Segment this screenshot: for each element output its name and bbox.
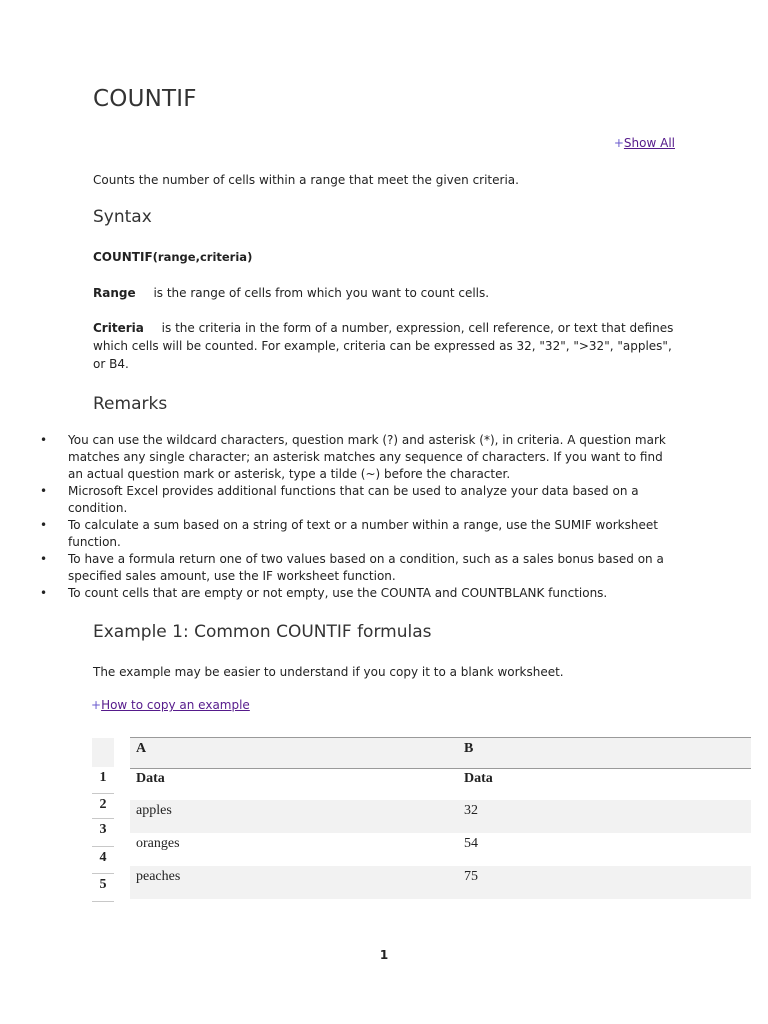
syntax-heading: Syntax bbox=[93, 207, 152, 227]
remarks-list bbox=[40, 432, 680, 602]
bullet-icon: • bbox=[40, 433, 48, 447]
function-name: COUNTIF bbox=[93, 250, 153, 264]
syntax-signature bbox=[93, 248, 678, 266]
expand-plus-icon: + bbox=[613, 136, 624, 150]
list-item bbox=[40, 585, 680, 602]
table-cell: peaches bbox=[136, 869, 181, 884]
args-open: ( bbox=[152, 250, 158, 264]
table-cell: 32 bbox=[464, 803, 478, 818]
remark-text: To count cells that are empty or not empty, use the COUNTA and COUNTBLANK functions. bbox=[68, 586, 608, 600]
column-header-row bbox=[130, 737, 751, 769]
copy-example-label[interactable]: How to copy an example bbox=[101, 698, 250, 712]
table-cell: Data bbox=[136, 771, 165, 786]
row-number: 1 bbox=[92, 767, 114, 794]
arg-range: range bbox=[157, 250, 196, 264]
range-description: is the range of cells from which you want to count cells. bbox=[153, 286, 490, 300]
bullet-icon: • bbox=[40, 518, 48, 532]
table-cell: 75 bbox=[464, 869, 478, 884]
row-number: 3 bbox=[92, 819, 114, 847]
list-item bbox=[40, 483, 680, 517]
list-item bbox=[40, 551, 680, 585]
remarks-heading: Remarks bbox=[93, 394, 168, 414]
table-cell: Data bbox=[464, 771, 493, 786]
args-comma: , bbox=[195, 250, 200, 264]
row-number: 4 bbox=[92, 847, 114, 874]
column-header: B bbox=[464, 741, 474, 756]
example-heading: Example 1: Common COUNTIF formulas bbox=[93, 622, 432, 642]
table-row bbox=[130, 866, 751, 899]
bullet-icon: • bbox=[40, 552, 48, 566]
table-row bbox=[130, 769, 751, 799]
row-number: 2 bbox=[92, 794, 114, 819]
page-number: 1 bbox=[379, 948, 389, 962]
table-cell: apples bbox=[136, 803, 172, 818]
column-header: A bbox=[136, 741, 147, 756]
table-row bbox=[130, 800, 751, 833]
show-all-label[interactable]: Show All bbox=[623, 136, 675, 150]
description: Counts the number of cells within a range that meet the given criteria. bbox=[93, 173, 519, 187]
show-all-link[interactable] bbox=[614, 136, 675, 150]
args-close: ) bbox=[247, 250, 253, 264]
bullet-icon: • bbox=[40, 586, 48, 600]
row-number: 5 bbox=[92, 874, 114, 902]
page-title: COUNTIF bbox=[93, 86, 197, 112]
expand-plus-icon: + bbox=[91, 698, 102, 712]
list-item bbox=[40, 517, 680, 551]
range-label: Range bbox=[93, 286, 136, 300]
range-param bbox=[93, 284, 678, 302]
remark-text: To calculate a sum based on a string of text or a number within a range, use the SUMIF worksheet function. bbox=[68, 518, 658, 549]
table-cell: oranges bbox=[136, 836, 180, 851]
remark-text: To have a formula return one of two values based on a condition, such as a sales bonus based on a specified sales amount, use the IF worksheet function. bbox=[68, 552, 664, 583]
criteria-description: is the criteria in the form of a number, expression, cell reference, or text that defines which cells will be counted. For example, criteria can be expressed as 32, "32", ">32", "apples", or B4. bbox=[93, 321, 674, 371]
example-intro: The example may be easier to understand if you copy it to a blank worksheet. bbox=[93, 665, 564, 679]
criteria-label: Criteria bbox=[93, 321, 144, 335]
table-cell: 54 bbox=[464, 836, 478, 851]
remark-text: Microsoft Excel provides additional functions that can be used to analyze your data based on a condition. bbox=[68, 484, 639, 515]
list-item bbox=[40, 432, 680, 483]
remark-text: You can use the wildcard characters, question mark (?) and asterisk (*), in criteria. A question mark matches any single character; an asterisk matches any sequence of characters. If you want to find an actual question mark or asterisk, type a tilde (~) before the character. bbox=[68, 433, 666, 481]
criteria-param bbox=[93, 319, 678, 373]
row-number-corner bbox=[92, 738, 114, 768]
arg-criteria: criteria bbox=[199, 250, 248, 264]
bullet-icon: • bbox=[40, 484, 48, 498]
table-row bbox=[130, 833, 751, 866]
copy-example-link[interactable] bbox=[91, 698, 250, 712]
